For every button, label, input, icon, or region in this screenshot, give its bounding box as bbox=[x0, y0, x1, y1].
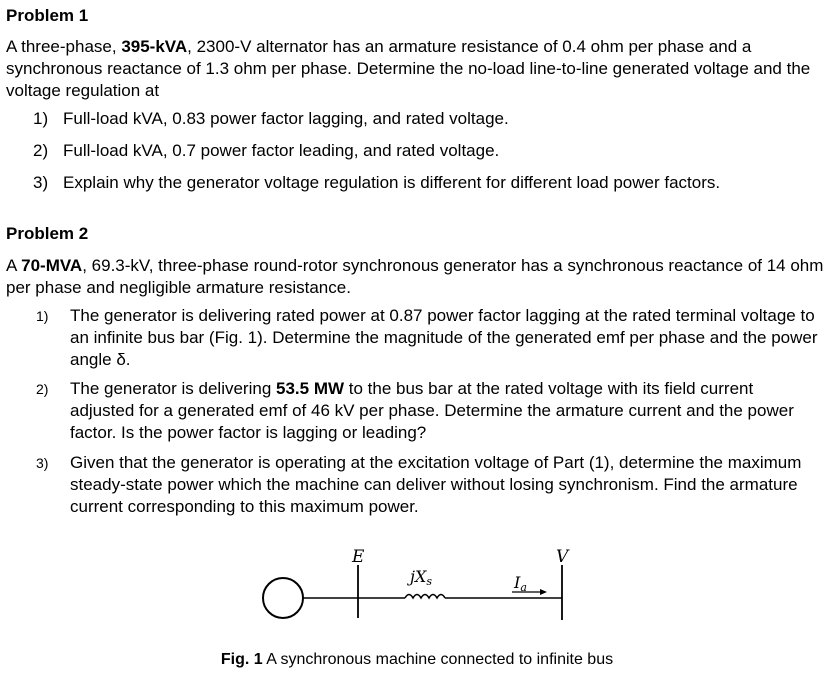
problem-2-intro-pre: A bbox=[6, 256, 22, 275]
problem-1-rating: 395-kVA bbox=[121, 37, 188, 56]
item-number: 1) bbox=[33, 109, 49, 128]
item-text-pre: The generator is delivering bbox=[70, 379, 277, 398]
item-text: Explain why the generator voltage regulation is different for different load power factors. bbox=[63, 173, 721, 192]
label-ia bbox=[513, 573, 527, 594]
problem-2-intro-post: , 69.3-kV, three-phase round-rotor synchronous generator has a synchronous reactance of 14 ohm per phase and negligible armature resistance. bbox=[6, 256, 824, 297]
item-number: 3) bbox=[33, 173, 49, 192]
problem-1-intro-pre: A three-phase, bbox=[6, 37, 122, 56]
item-number: 3) bbox=[36, 455, 49, 471]
label-jx-sub: s bbox=[426, 575, 433, 588]
problem-2-intro bbox=[6, 255, 830, 299]
item-number: 2) bbox=[36, 381, 49, 397]
problem-1-intro-post: , 2300-V alternator has an armature resistance of 0.4 ohm per phase and a synchronous reactance of 1.3 ohm per phase. Determine the no-load line-to-line generated voltage and the voltage regulation at bbox=[6, 37, 811, 100]
label-v: V bbox=[556, 547, 569, 567]
arrow-head bbox=[540, 589, 547, 595]
generator-symbol bbox=[263, 578, 303, 618]
figure-caption bbox=[0, 650, 834, 670]
item-text-post: to the bus bar at the rated voltage with its field current adjusted for a generated emf of 46 kV per phase. Determine the armature current and the power factor. Is the power factor is lagging or leading? bbox=[70, 379, 794, 442]
problem-1-item-3 bbox=[33, 172, 720, 194]
item-text: Full-load kVA, 0.83 power factor lagging, and rated voltage. bbox=[63, 109, 509, 128]
problem-2-heading: Problem 2 bbox=[6, 224, 89, 243]
label-ia-sub: a bbox=[520, 581, 527, 594]
fig-1-circuit-diagram bbox=[0, 540, 834, 650]
item-text: Given that the generator is operating at the excitation voltage of Part (1), determine the maximum steady-state power which the machine can deliver without losing synchronism. Find the armature current corresponding to this maximum power. bbox=[70, 453, 802, 516]
item-text: The generator is delivering rated power at 0.87 power factor lagging at the rated terminal voltage to an infinite bus bar (Fig. 1). Determine the magnitude of the generated emf per phase and the power angle δ. bbox=[70, 306, 818, 369]
problem-1-item-1 bbox=[33, 108, 509, 130]
problem-1-heading: Problem 1 bbox=[6, 6, 89, 25]
item-text bbox=[70, 378, 820, 444]
item-number: 2) bbox=[33, 141, 49, 160]
delivered-power: 53.5 MW bbox=[276, 379, 345, 398]
label-jx: jX bbox=[410, 567, 427, 586]
problem-1-item-2 bbox=[33, 140, 499, 162]
label-jxs bbox=[407, 567, 432, 588]
item-number: 1) bbox=[36, 308, 49, 324]
label-e: E bbox=[352, 547, 365, 567]
problem-1-intro bbox=[6, 36, 830, 102]
reactance-coil bbox=[405, 595, 445, 599]
label-i: I bbox=[514, 573, 521, 592]
item-text: Full-load kVA, 0.7 power factor leading, and rated voltage. bbox=[63, 141, 500, 160]
problem-2-rating: 70-MVA bbox=[21, 256, 83, 275]
caption-label: Fig. 1 bbox=[220, 651, 263, 668]
caption-text: A synchronous machine connected to infinite bus bbox=[262, 651, 614, 668]
